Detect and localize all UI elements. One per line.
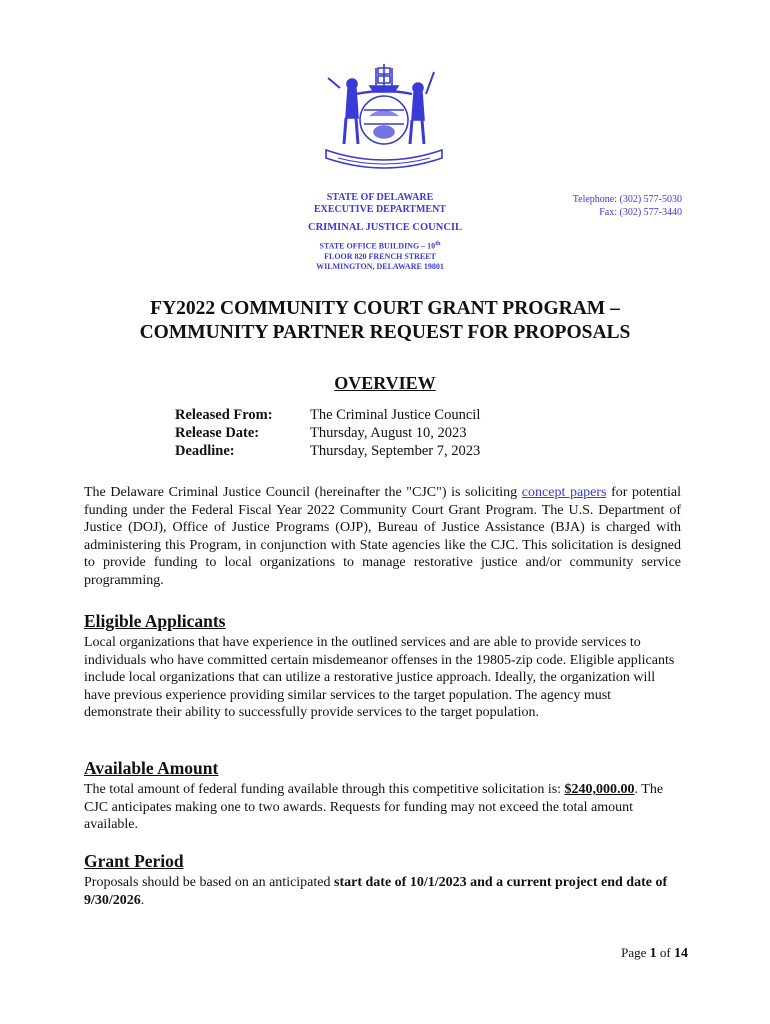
release-label: Deadline:: [175, 443, 235, 459]
document-title: [60, 297, 710, 345]
address-block: [300, 239, 460, 272]
fax: Fax: (302) 577-3440: [599, 207, 682, 218]
funding-amount: $240,000.00: [564, 782, 635, 797]
department-name: EXECUTIVE DEPARTMENT: [314, 204, 446, 215]
delaware-seal-icon: [318, 58, 450, 178]
eligible-applicants-body: Local organizations that have experience in the outlined services and are able to provide services to individuals who have committed certain misdemeanor offenses in the 19805-zip code. Eligible applicants include local organizations that can utilize a restorative justice approach. Ideally, the organization will have previous experience providing similar services to the target population. The agency must demonstrate their ability to successfully provide services to the target population.: [84, 635, 675, 721]
address-line-3: WILMINGTON, DELAWARE 19801: [316, 261, 444, 271]
concept-papers-link[interactable]: concept papers: [521, 485, 607, 500]
release-value: Thursday, September 7, 2023: [310, 443, 481, 459]
title-line-2: COMMUNITY PARTNER REQUEST FOR PROPOSALS: [139, 322, 631, 343]
release-row: [175, 406, 480, 424]
intro-paragraph: The Delaware Criminal Justice Council (hereinafter the "CJC") is soliciting concept papers for potential funding under the Federal Fiscal Year 2022 Community Court Grant Program. The U.S. Department of Justice (DOJ), Office of Justice Programs (OJP), Bureau of Justice Assistance (BJA) is charged with administering this Program, in conjunction with State agencies like the CJC. This solicitation is designed to provide funding to local organizations to manage restorative justice and/or community service programming.: [84, 485, 682, 588]
telephone: Telephone: (302) 577-5030: [572, 194, 682, 205]
grant-period-dates: start date of 10/1/2023 and a current project end date of 9/30/2026: [84, 875, 668, 908]
eligible-applicants-heading: Eligible Applicants: [84, 611, 226, 631]
address-line-2: FLOOR 820 FRENCH STREET: [324, 251, 436, 261]
release-info: [175, 406, 480, 460]
title-line-1: FY2022 COMMUNITY COURT GRANT PROGRAM –: [150, 298, 620, 319]
release-row: [175, 424, 480, 442]
release-label: Release Date:: [175, 425, 260, 441]
available-amount-heading: Available Amount: [84, 758, 219, 778]
release-label: Released From:: [175, 407, 273, 423]
page-number: Page 1 of 14: [621, 945, 688, 961]
release-value: The Criminal Justice Council: [310, 407, 481, 423]
release-row: [175, 442, 480, 460]
release-value: Thursday, August 10, 2023: [310, 425, 467, 441]
address-line-1: STATE OFFICE BUILDING – 10th: [319, 241, 441, 251]
council-name: CRIMINAL JUSTICE COUNCIL: [307, 222, 463, 233]
available-amount-body: The total amount of federal funding available through this competitive solicitation is: $240,000.00. The CJC anticipates making one to two awards. Requests for funding may not exceed the total amount available.: [84, 782, 664, 833]
overview-heading: OVERVIEW: [334, 373, 436, 393]
grant-period-body: Proposals should be based on an anticipated start date of 10/1/2023 and a current project end date of 9/30/2026.: [84, 875, 668, 908]
agency-header: [300, 192, 460, 216]
grant-period-heading: Grant Period: [84, 851, 184, 871]
state-name: STATE OF DELAWARE: [326, 192, 434, 203]
contact-info: [520, 193, 682, 219]
